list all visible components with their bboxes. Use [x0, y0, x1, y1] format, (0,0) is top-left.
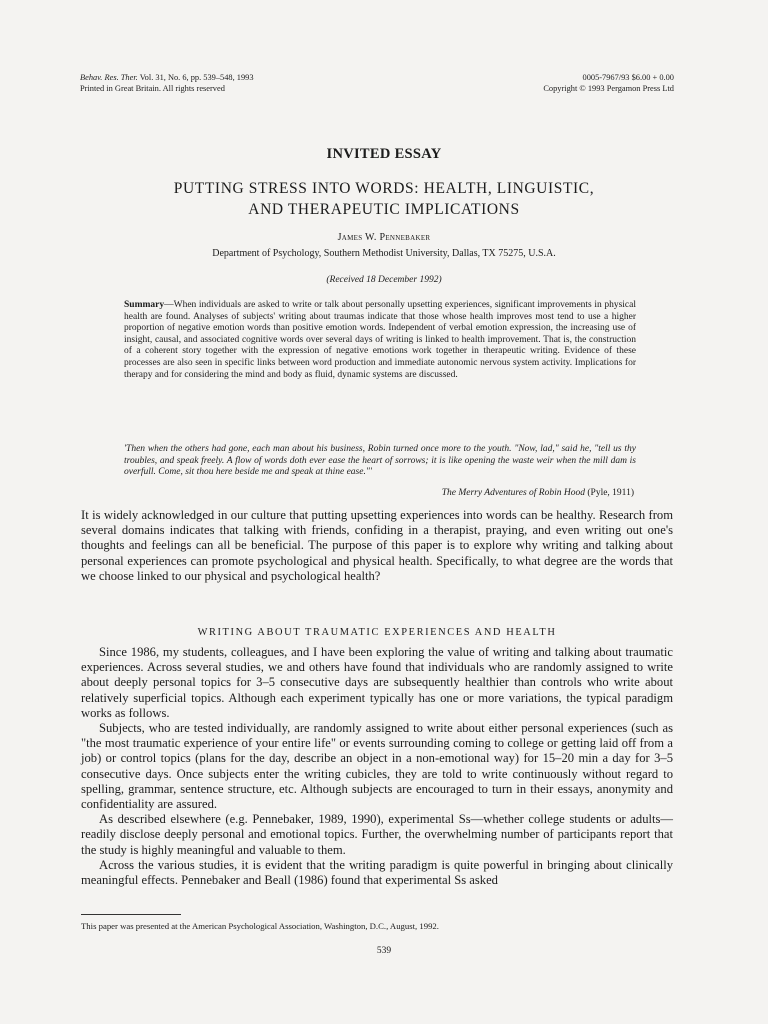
author-affiliation: Department of Psychology, Southern Methodist University, Dallas, TX 75275, U.S.A. — [212, 248, 556, 259]
epigraph-quote: 'Then when the others had gone, each man about his business, Robin turned once more to the youth. "Now, lad," said he, "tell us thy troubles, and speak freely. A flow of words doth ever ease the heart of sorrows; it is like opening the waste weir when the mill dam is overfull. Come, sit thou here beside me and speak at thine ease."' — [124, 444, 636, 478]
section-body — [81, 645, 673, 888]
summary-lead: Summary — [124, 300, 165, 310]
journal-citation — [80, 73, 254, 94]
footnote-divider — [81, 914, 181, 915]
issn-code: 0005-7967/93 $6.00 + 0.00 — [582, 73, 674, 82]
body-paragraph: As described elsewhere (e.g. Pennebaker, 1989, 1990), experimental Ss—whether college students or adults—readily disclose deeply personal and emotional topics. Further, the overwhelming number of participants report that the study is highly meaningful and valuable to them. — [81, 812, 673, 857]
publisher-info — [543, 73, 674, 94]
title-line-1: PUTTING STRESS INTO WORDS: HEALTH, LINGUISTIC, — [173, 180, 595, 197]
summary-text: —When individuals are asked to write or talk about personally upsetting experiences, significant improvements in physical health are found. Analyses of subjects' writing about traumas indicate that those whose health improves most tend to use a higher proportion of negative emotion words than positive emotion words. Independent of verbal emotion expression, the increasing use of insight, causal, and associated cognitive words over several days of writing is linked to health improvement. That is, the construction of a coherent story together with the expression of negative emotions work together in therapeutic writing. Evidence of these processes are also seen in specific links between word production and immediate autonomic nervous system activity. Implications for therapy and for considering the mind and body as fluid, dynamic systems are discussed. — [124, 300, 636, 380]
footnote: This paper was presented at the American Psychological Association, Washington, D.C., August, 1992. — [81, 921, 439, 931]
epigraph-source — [442, 488, 634, 498]
intro-section — [81, 508, 673, 584]
received-date: (Received 18 December 1992) — [326, 275, 442, 285]
section-heading: WRITING ABOUT TRAUMATIC EXPERIENCES AND HEALTH — [197, 627, 557, 638]
page-number: 539 — [376, 946, 392, 956]
body-paragraph: Subjects, who are tested individually, are randomly assigned to write about either personal experiences (such as "the most traumatic experience of your entire life" or events surrounding coming to college or getting laid off from a job) or control topics (plans for the day, describe an object in a non-emotional way) for 15–20 min a day for 3–5 consecutive days. Once subjects enter the writing cubicles, they are told to write continuously without regard to spelling, grammar, sentence structure, etc. Although subjects are encouraged to turn in their essays, anonymity and confidentiality are assured. — [81, 721, 673, 812]
journal-volume: Vol. 31, No. 6, pp. 539–548, 1993 — [139, 73, 254, 82]
paper-title — [0, 178, 768, 220]
body-paragraph: Across the various studies, it is evident that the writing paradigm is quite powerful in bringing about clinically meaningful effects. Pennebaker and Beall (1986) found that experimental Ss asked — [81, 857, 673, 888]
body-paragraph: Since 1986, my students, colleagues, and I have been exploring the value of writing and talking about traumatic experiences. Across several studies, we and others have found that individuals who are randomly assigned to write about deeply personal topics for 3–5 consecutive days are subsequently healthier than controls who write about relatively superficial topics. Although each experiment typically has one or more variations, the typical paradigm works as follows. — [81, 645, 673, 720]
summary-abstract — [124, 300, 636, 381]
copyright-line: Copyright © 1993 Pergamon Press Ltd — [543, 83, 674, 93]
printed-note: Printed in Great Britain. All rights reserved — [80, 83, 225, 93]
intro-paragraph: It is widely acknowledged in our culture that putting upsetting experiences into words can be healthy. Research from several domains indicates that talking with friends, confiding in a therapist, praying, and even writing out one's thoughts and feelings can all be beneficial. The purpose of this paper is to explore why writing and talking about personal experiences can promote psychological and physical health. Specifically, to what degree are the words that we choose linked to our physical and psychological health? — [81, 508, 673, 583]
essay-label: INVITED ESSAY — [326, 146, 442, 162]
epigraph-book: The Merry Adventures of Robin Hood — [441, 488, 585, 498]
author-name: James W. Pennebaker — [337, 232, 431, 243]
epigraph-citation: (Pyle, 1911) — [585, 488, 634, 498]
journal-name: Behav. Res. Ther. — [80, 73, 138, 82]
title-line-2: AND THERAPEUTIC IMPLICATIONS — [248, 201, 520, 218]
